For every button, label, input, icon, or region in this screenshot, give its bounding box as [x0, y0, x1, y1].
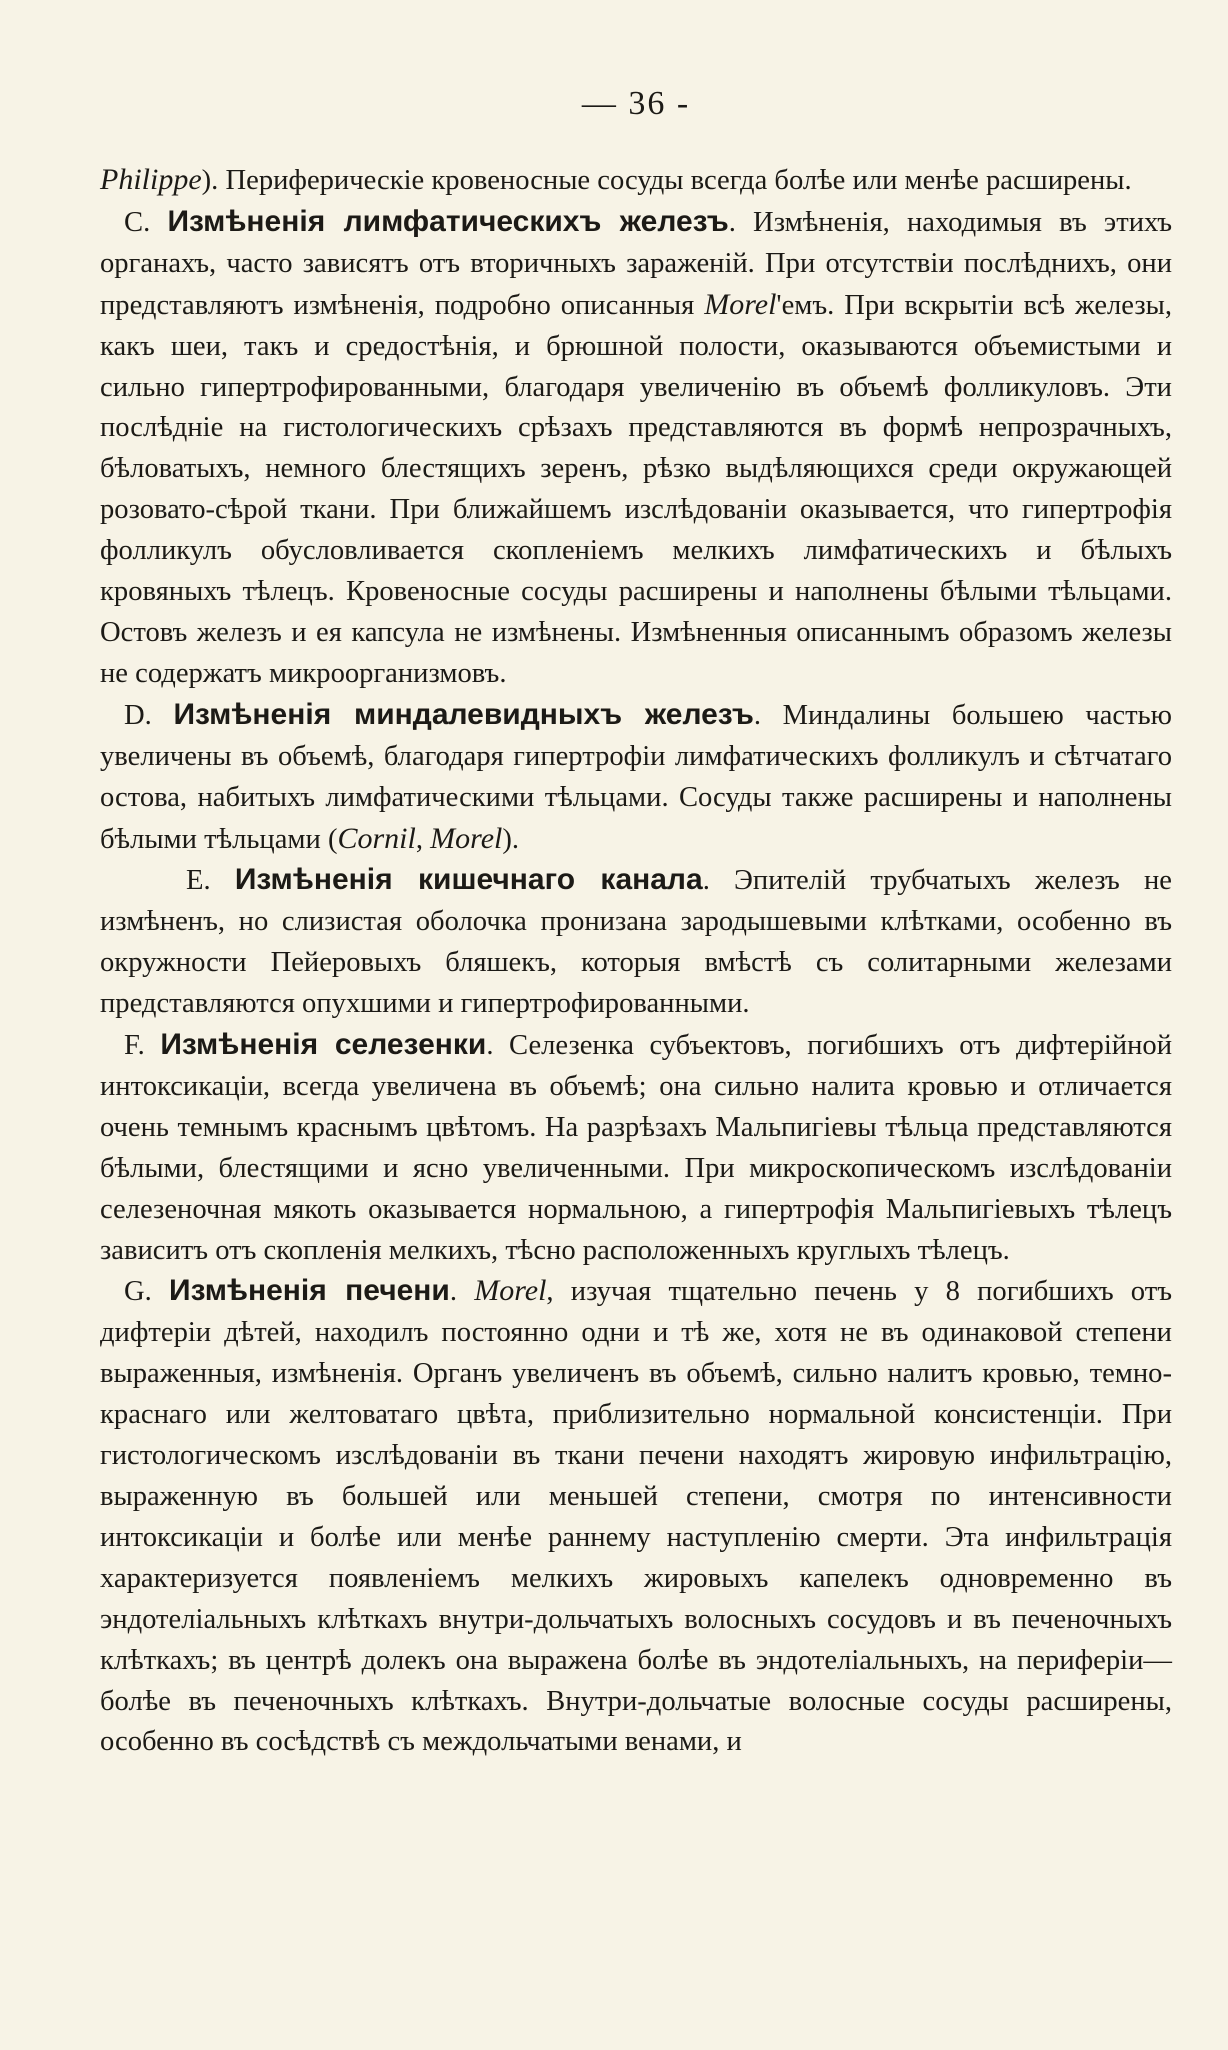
section-heading: Измѣненія лимфатическихъ железъ [167, 204, 729, 238]
section-heading: Измѣненія селезенки [160, 1028, 487, 1062]
text-run: ). [502, 823, 520, 855]
section-letter: F. [124, 1030, 161, 1062]
text-run: ). Периферическіе кровеносные сосуды всегда болѣе или менѣе расширены. [201, 165, 1132, 196]
section-heading: Измѣненія миндалевидныхъ железъ [173, 697, 754, 731]
section-f-spleen [100, 1025, 1172, 1271]
section-e-intestinal-canal [100, 860, 1172, 1025]
text-run: 'емъ. При вскрытіи всѣ железы, какъ шеи, такъ и средостѣнія, и брюшной полости, оказываются объемистыми и сильно гипертрофированными, благодаря увеличенію въ объемѣ фолликуловъ. Эти послѣдніе на гистологическихъ срѣзахъ представляются въ формѣ непрозрачныхъ, бѣловатыхъ, немного блестящихъ зеренъ, рѣзко выдѣляющихся среди окружающей розовато-сѣрой ткани. При ближайшемъ изслѣдованіи оказывается, что гипертрофія фолликулъ обусловливается скопленіемъ мелкихъ лимфатическихъ и бѣлыхъ кровяныхъ тѣлецъ. Кровеносные сосуды расширены и наполнены бѣлыми тѣльцами. Остовъ железъ и ея капсула не измѣнены. Измѣненныя описаннымъ образомъ железы не содержатъ микроорганизмовъ. [100, 289, 1172, 689]
section-letter: G. [124, 1276, 169, 1308]
section-heading: Измѣненія печени [169, 1274, 450, 1308]
text-run: . [449, 1276, 475, 1308]
text-run: . Эпителій трубчатыхъ железъ не измѣненъ, но слизистая оболочка пронизана зародышевыми клѣтками, особенно въ окружности Пейеровыхъ бляшекъ, которыя вмѣстѣ съ солитарными железами представляются опухшими и гипертрофированными. [100, 865, 1172, 1020]
author-name: Morel [704, 287, 777, 321]
author-name: Cornil [337, 821, 416, 855]
text-run: , [415, 823, 431, 855]
author-name: Morel [430, 821, 503, 855]
text-run: , изучая тщательно печень у 8 погибшихъ отъ дифтеріи дѣтей, находилъ постоянно одни и тѣ же, хотя не въ одинаковой степени выраженныя, измѣненія. Органъ увеличенъ въ объемѣ, сильно налитъ кровью, темно-краснаго или желтоватаго цвѣта, приблизительно нормальной консистенціи. При гистологическомъ изслѣдованіи въ ткани печени находятъ жировую инфильтрацію, выраженную въ большей или меньшей степени, смотря по интенсивности интоксикаціи и болѣе или менѣе раннему наступленію смерти. Эта инфильтрація характеризуется появленіемъ мелкихъ жировыхъ капелекъ одновременно въ эндотеліальныхъ клѣткахъ внутри-дольчатыхъ волосныхъ сосудовъ и въ печеночныхъ клѣткахъ; въ центрѣ долекъ она выражена болѣе въ эндотеліальныхъ, на периферіи—болѣе въ печеночныхъ клѣткахъ. Внутри-дольчатые волосные сосуды расширены, особенно въ сосѣдствѣ съ междольчатыми венами, и [100, 1276, 1172, 1758]
section-letter: C. [124, 206, 168, 238]
author-name: Philippe [100, 163, 202, 196]
text-run: . Измѣненія, находимыя въ этихъ органахъ, часто зависятъ отъ вторичныхъ зараженій. При отсутствіи послѣднихъ, они представляютъ измѣненія, подробно описанныя [100, 206, 1172, 321]
text-run: . Миндалины большею частью увеличены въ объемѣ, благодаря гипертрофіи лимфатическихъ фолликулъ и сѣтчатаго остова, набитыхъ лимфатическими тѣльцами. Сосуды также расширены и наполнены бѣлыми тѣльцами ( [100, 699, 1172, 855]
section-letter: E. [186, 865, 235, 897]
page-body [100, 160, 1172, 1763]
section-letter: D. [124, 699, 174, 731]
section-g-liver [100, 1271, 1172, 1763]
author-name: Morel [474, 1274, 547, 1308]
section-heading: Измѣненія кишечнаго канала [234, 863, 703, 897]
section-d-tonsils [100, 695, 1172, 861]
paragraph-intro [100, 160, 1172, 202]
page-number: — 36 - [581, 85, 691, 122]
section-c-lymph-glands [100, 202, 1172, 695]
text-run: . Селезенка субъектовъ, погибшихъ отъ дифтерійной интоксикаціи, всегда увеличена въ объемѣ; она сильно налита кровью и отличается очень темнымъ краснымъ цвѣтомъ. На разрѣзахъ Мальпигіевы тѣльца представляются бѣлыми, блестящими и ясно увеличенными. При микроскопическомъ изслѣдованіи селезеночная мякоть оказывается нормальною, а гипертрофія Мальпигіевыхъ тѣлецъ зависитъ отъ скопленія мелкихъ, тѣсно расположенныхъ круглыхъ тѣлецъ. [100, 1030, 1172, 1266]
